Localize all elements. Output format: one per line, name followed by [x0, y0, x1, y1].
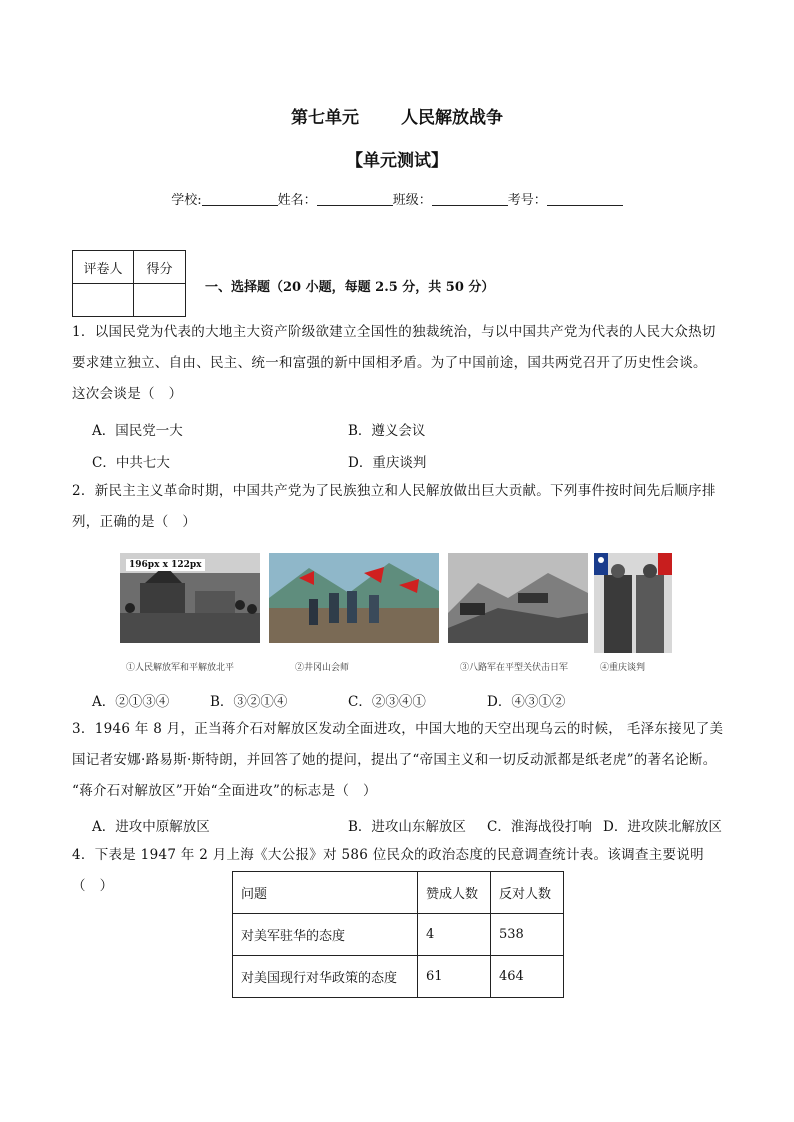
- class-label: 班级：: [392, 193, 432, 208]
- question-1: [72, 317, 732, 410]
- section-title: 一、选择题（20 小题，每题 2.5 分，共 50 分）: [205, 280, 495, 295]
- q2-line2: 列，正确的是（ ）: [72, 514, 197, 530]
- q2-caption-4: ④重庆谈判: [600, 663, 646, 673]
- survey-header-row: [233, 872, 564, 914]
- q2-line1: 2．新民主主义革命时期，中国共产党为了民族独立和人民解放做出巨大贡献。下列事件按时间先后顺序排: [72, 483, 716, 499]
- exam-number-blank[interactable]: [547, 192, 623, 206]
- pingxingguan-photo: [448, 553, 588, 643]
- q2-image-2: [269, 553, 439, 643]
- survey-row1-question: 对美军驻华的态度: [233, 914, 418, 956]
- q3-line3: “蒋介石对解放区”开始“全面进攻”的标志是（ ）: [72, 783, 377, 799]
- q3-line1: 3．1946 年 8 月，正当蒋介石对解放区发动全面进攻，中国大地的天空出现乌云的时候， 毛泽东接见了美: [72, 721, 724, 737]
- student-info-line: [0, 189, 794, 208]
- q2-image-3: [448, 553, 588, 643]
- survey-row2-oppose: 464: [491, 956, 564, 998]
- question-3: [72, 714, 732, 807]
- score-cell[interactable]: [134, 284, 186, 317]
- q1-option-a[interactable]: A．国民党一大: [92, 423, 183, 439]
- q2-caption-3: ③八路军在平型关伏击日军: [460, 663, 569, 673]
- grader-cell[interactable]: [73, 284, 134, 317]
- question-2: [72, 476, 732, 538]
- image-size-label: 196px x 122px: [126, 559, 205, 571]
- q1-option-c[interactable]: C．中共七大: [92, 455, 170, 471]
- q3-option-b[interactable]: B．进攻山东解放区: [348, 819, 466, 835]
- score-header: 得分: [134, 251, 186, 284]
- chongqing-talks-photo: [594, 553, 672, 653]
- survey-row1-oppose: 538: [491, 914, 564, 956]
- q1-option-b[interactable]: B．遵义会议: [348, 423, 426, 439]
- grader-header: 评卷人: [73, 251, 134, 284]
- survey-header-question: 问题: [233, 872, 418, 914]
- q2-caption-1: ①人民解放军和平解放北平: [126, 663, 235, 673]
- q2-option-a[interactable]: A．②①③④: [92, 694, 170, 710]
- q2-image-4: [594, 553, 672, 653]
- name-blank[interactable]: [317, 192, 393, 206]
- survey-row2-agree: 61: [418, 956, 491, 998]
- q1-line3: 这次会谈是（ ）: [72, 386, 183, 402]
- survey-row2-question: 对美国现行对华政策的态度: [233, 956, 418, 998]
- survey-header-oppose: 反对人数: [491, 872, 564, 914]
- page-title: [0, 103, 794, 128]
- school-blank[interactable]: [202, 192, 278, 206]
- score-table: [72, 250, 186, 317]
- survey-row1-agree: 4: [418, 914, 491, 956]
- q3-option-a[interactable]: A．进攻中原解放区: [92, 819, 210, 835]
- survey-table: [232, 871, 564, 998]
- q1-line1: 1．以国民党为代表的大地主大资产阶级欲建立全国性的独裁统治，与以中国共产党为代表的人民大众热切: [72, 324, 716, 340]
- q4-line1: 4．下表是 1947 年 2 月上海《大公报》对 586 位民众的政治态度的民意调查统计表。该调查主要说明（ ）: [72, 847, 704, 894]
- q2-option-d[interactable]: D．④③①②: [487, 694, 566, 710]
- q2-option-c[interactable]: C．②③④①: [348, 694, 426, 710]
- q1-line2: 要求建立独立、自由、民主、统一和富强的新中国相矛盾。为了中国前途，国共两党召开了历史性会谈。: [72, 355, 707, 371]
- survey-header-agree: 赞成人数: [418, 872, 491, 914]
- q2-image-strip: [120, 553, 680, 673]
- class-blank[interactable]: [432, 192, 508, 206]
- q1-option-d[interactable]: D．重庆谈判: [348, 455, 427, 471]
- school-label: 学校:: [171, 193, 202, 208]
- table-row: [233, 956, 564, 998]
- exam-number-label: 考号：: [507, 193, 547, 208]
- q2-option-b[interactable]: B．③②①④: [210, 694, 288, 710]
- name-label: 姓名：: [277, 193, 317, 208]
- table-row: [233, 914, 564, 956]
- jinggangshan-painting: [269, 553, 439, 643]
- unit-name: 人民解放战争: [401, 108, 503, 128]
- q3-line2: 国记者安娜·路易斯·斯特朗，并回答了她的提问，提出了“帝国主义和一切反动派都是纸老虎”的著名论断。: [72, 752, 717, 768]
- page-subtitle: 【单元测试】: [346, 151, 448, 171]
- unit-number: 第七单元: [291, 108, 359, 128]
- q2-caption-2: ②井冈山会师: [295, 663, 350, 673]
- q3-option-d[interactable]: D．进攻陕北解放区: [603, 819, 722, 835]
- q2-image-1: [120, 553, 260, 643]
- q3-option-c[interactable]: C．淮海战役打响: [487, 819, 592, 835]
